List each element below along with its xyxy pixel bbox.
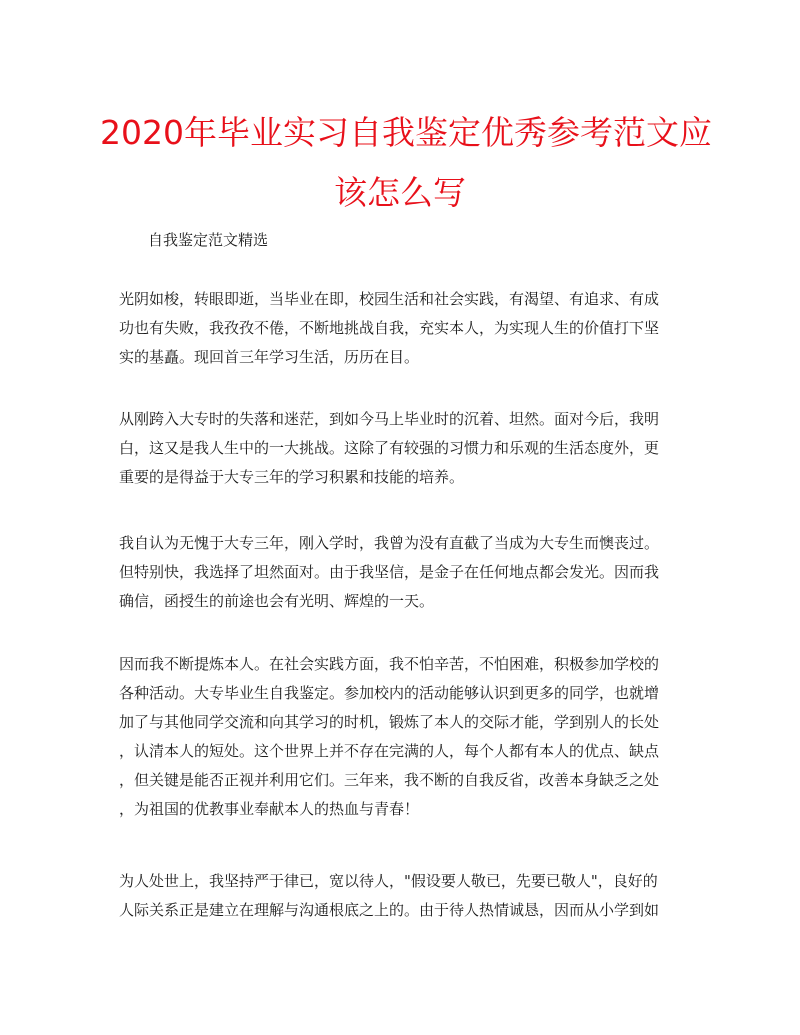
paragraph-line: 人际关系正是建立在理解与沟通根底之上的。由于待人热情诚恳，因而从小学到如: [119, 901, 660, 919]
paragraph-2: [119, 405, 689, 492]
paragraph-line: ，为祖国的优教事业奉献本人的热血与青春！: [119, 800, 420, 818]
paragraph-3: [119, 529, 689, 616]
paragraph-line: 确信，函授生的前途也会有光明、辉煌的一天。: [119, 592, 435, 610]
paragraph-line: 因而我不断提炼本人。在社会实践方面，我不怕辛苦，不怕困难，积极参加学校的: [119, 655, 660, 673]
document-title-line-1: 2020年毕业实习自我鉴定优秀参考范文应: [100, 113, 712, 152]
paragraph-line: 实的基矗。现回首三年学习生活，历历在目。: [119, 348, 420, 366]
paragraph-line: ，认清本人的短处。这个世界上并不存在完满的人，每个人都有本人的优点、缺点: [119, 742, 660, 760]
paragraph-line: 但特别快，我选择了坦然面对。由于我坚信，是金子在任何地点都会发光。因而我: [119, 563, 660, 581]
paragraph-line: 加了与其他同学交流和向其学习的时机，锻炼了本人的交际才能，学到别人的长处: [119, 713, 660, 731]
paragraph-5: [119, 867, 689, 925]
paragraph-line: 从刚跨入大专时的失落和迷茫，到如今马上毕业时的沉着、坦然。面对今后，我明: [119, 410, 660, 428]
paragraph-line: 光阴如梭，转眼即逝，当毕业在即，校园生活和社会实践，有渴望、有追求、有成: [119, 290, 660, 308]
document-title-line-2: 该怎么写: [334, 173, 466, 212]
paragraph-line: 重要的是得益于大专三年的学习积累和技能的培养。: [119, 468, 465, 486]
paragraph-line: ，但关键是能否正视并利用它们。三年来，我不断的自我反省，改善本身缺乏之处: [119, 771, 660, 789]
document-subtitle: 自我鉴定范文精选: [148, 231, 269, 249]
paragraph-line: 各种活动。大专毕业生自我鉴定。参加校内的活动能够认识到更多的同学，也就增: [119, 684, 660, 702]
paragraph-line: 我自认为无愧于大专三年，刚入学时，我曾为没有直截了当成为大专生而懊丧过。: [119, 534, 660, 552]
paragraph-4: [119, 650, 689, 824]
paragraph-1: [119, 285, 689, 372]
paragraph-line: 白，这又是我人生中的一大挑战。这除了有较强的习惯力和乐观的生活态度外，更: [119, 439, 660, 457]
paragraph-line: 功也有失败，我孜孜不倦，不断地挑战自我，充实本人，为实现人生的价值打下坚: [119, 319, 660, 337]
paragraph-line: 为人处世上，我坚持严于律已，宽以待人，"假设要人敬已，先要已敬人"，良好的: [119, 872, 658, 890]
